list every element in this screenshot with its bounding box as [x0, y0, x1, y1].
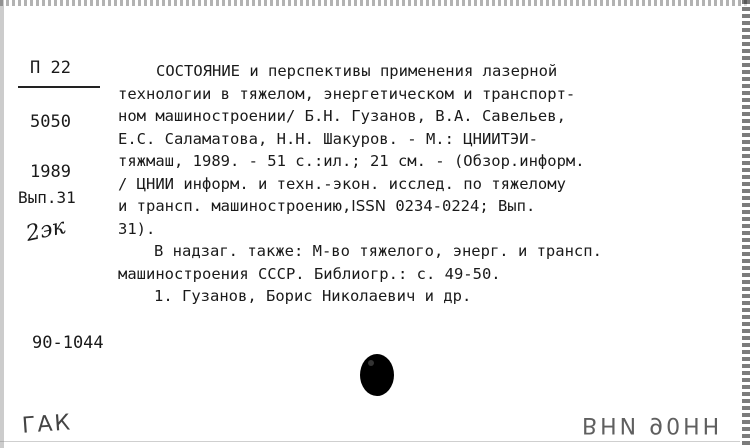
record-line-5: тяжмаш, 1989. - 51 с.:ил.; 21 см. - (Обзор.информ. — [118, 152, 585, 170]
card-top-edge — [0, 0, 750, 6]
stamp-bottom-right: ВНИ 90НН — [582, 412, 723, 437]
shelf-mark-rule — [18, 86, 100, 88]
subject-entry: 1. Гузанов, Борис Николаевич и др. — [154, 287, 472, 305]
card-right-edge — [742, 0, 750, 448]
record-line-7-suffix: 0234-0224; Вып. — [395, 197, 536, 215]
record-line-3: ном машиностроении/ Б.Н. Гузанов, В.А. Савельев, — [118, 107, 566, 125]
accession-number: 90-1044 — [32, 333, 104, 353]
issue-number: Вып.31 — [18, 188, 76, 207]
record-line-8: 31). — [118, 219, 156, 238]
note-line-1: В надзаг. также: М-во тяжелого, энерг. и трансп. — [154, 242, 602, 260]
note-line-2: машиностроения СССР. Библиогр.: с. 49-50. — [118, 264, 501, 283]
record-line-6: / ЦНИИ информ. и техн.-экон. исслед. по тяжелому — [118, 174, 566, 193]
issn-label: ISSN — [351, 197, 386, 215]
record-line-4: Е.С. Саламатова, Н.Н. Шакуров. - М.: ЦНИИТЭИ- — [118, 129, 538, 148]
record-line-2: технологии в тяжелом, энергетическом и транспорт- — [118, 84, 576, 103]
shelf-mark: П 22 — [30, 58, 71, 78]
card-left-edge — [0, 0, 4, 448]
card-bottom-line — [0, 441, 740, 442]
record-line-7-prefix: и трансп. машиностроению, — [118, 197, 352, 215]
handwritten-copies-note: 2эк — [23, 214, 68, 247]
publication-year: 1989 — [30, 162, 71, 182]
bibliographic-record — [118, 60, 718, 308]
card-punch-hole — [360, 354, 394, 396]
record-line-7 — [118, 195, 718, 218]
stamp-bottom-left: ГАК — [21, 410, 73, 439]
inventory-number: 5050 — [30, 112, 71, 132]
record-line-1: СОСТОЯНИЕ и перспективы применения лазерной — [156, 62, 558, 80]
